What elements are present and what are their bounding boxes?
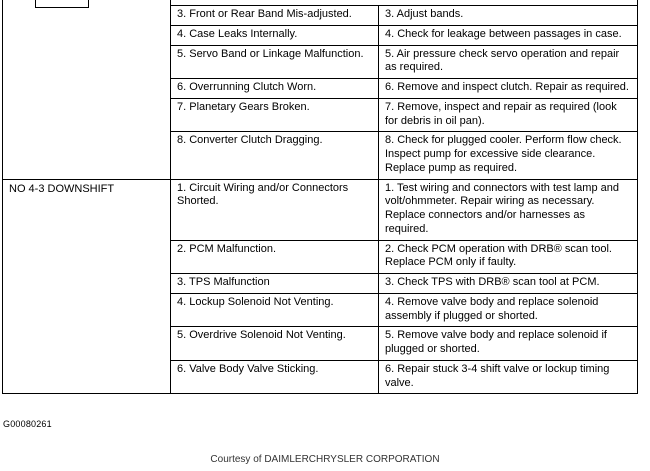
correction-cell: 3. Check TPS with DRB® scan tool at PCM.	[385, 276, 600, 288]
courtesy-line: Courtesy of DAIMLERCHRYSLER CORPORATION	[210, 454, 440, 465]
correction-cell: 6. Remove and inspect clutch. Repair as required.	[385, 81, 629, 93]
table-section	[3, 0, 637, 180]
cause-cell: 5. Overdrive Solenoid Not Venting.	[171, 327, 379, 360]
correction-cell: 5. Remove valve body and replace solenoid if plugged or shorted.	[385, 329, 607, 355]
table-section	[3, 180, 637, 394]
correction-cell: 4. Check for leakage between passages in case.	[385, 27, 622, 40]
cause-cell: 7. Planetary Gears Broken.	[171, 99, 379, 132]
correction-cell: 4. Remove valve body and replace solenoid assembly if plugged or shorted.	[385, 295, 599, 322]
correction-cell: 2. Check PCM operation with DRB® scan tool. Replace PCM only if faulty.	[385, 242, 612, 269]
rows-group	[171, 180, 637, 394]
cause-cell: 6. Valve Body Valve Sticking.	[171, 361, 379, 394]
table-row	[171, 46, 637, 80]
table-row	[171, 26, 637, 46]
condition-cell: NO 4-3 DOWNSHIFT	[3, 180, 171, 394]
table-row	[171, 6, 637, 26]
table-row	[171, 241, 637, 275]
correction-cell: 6. Repair stuck 3-4 shift valve or lockup timing valve.	[385, 362, 610, 389]
correction-cell: 3. Adjust bands.	[385, 8, 464, 20]
table-row	[171, 294, 637, 328]
table-row	[171, 361, 637, 394]
table-row	[171, 132, 637, 178]
cause-cell: 5. Servo Band or Linkage Malfunction.	[171, 46, 379, 79]
correction-cell: 7. Remove, inspect and repair as required (look for debris in oil pan).	[385, 100, 617, 127]
correction-cell: 1. Test wiring and connectors with test lamp and volt/ohmmeter. Repair wiring as necessary. Replace connectors and/or harnesses as required.	[385, 181, 619, 235]
table-row	[171, 99, 637, 133]
rows-group	[171, 0, 637, 179]
cause-cell: 2. PCM Malfunction.	[171, 241, 379, 274]
cause-cell: 4. Case Leaks Internally.	[171, 26, 379, 45]
table-row	[171, 79, 637, 99]
cause-cell: 1. Circuit Wiring and/or Connectors Shorted.	[171, 180, 379, 240]
diagnosis-table	[2, 0, 638, 394]
correction-cell: 5. Air pressure check servo operation and repair as required.	[385, 47, 620, 74]
cause-cell: 3. TPS Malfunction	[171, 274, 379, 293]
table-row	[171, 274, 637, 294]
cause-cell: 4. Lockup Solenoid Not Venting.	[171, 294, 379, 327]
correction-cell: 8. Check for plugged cooler. Perform flow check. Inspect pump for excessive side clearance. Replace pump as required.	[385, 134, 622, 174]
cause-cell: 6. Overrunning Clutch Worn.	[171, 79, 379, 98]
table-row	[171, 327, 637, 361]
cause-cell: 3. Front or Rear Band Mis-adjusted.	[171, 6, 379, 25]
table-row	[171, 180, 637, 241]
figure-id: G00080261	[3, 419, 52, 429]
condition-cell	[3, 0, 171, 179]
cause-cell: 8. Converter Clutch Dragging.	[171, 132, 379, 178]
